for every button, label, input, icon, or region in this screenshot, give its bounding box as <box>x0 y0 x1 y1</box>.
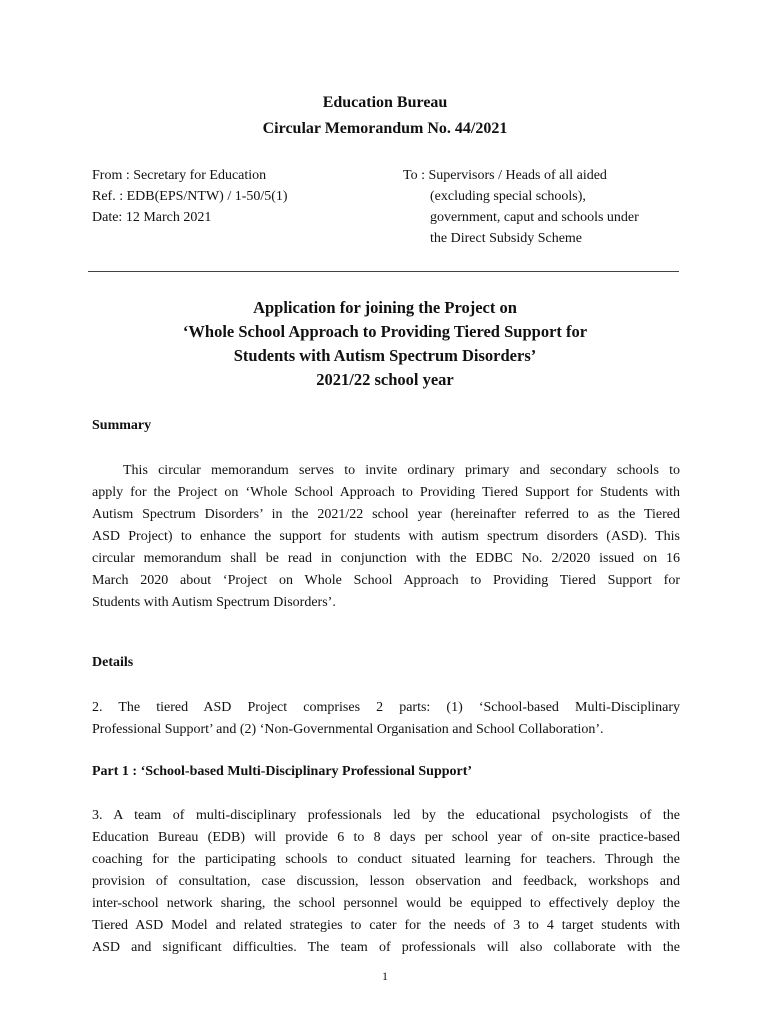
date-line: Date: 12 March 2021 <box>92 210 212 225</box>
document-title <box>0 296 770 392</box>
text-line: March 2020 about ‘Project on Whole School Approach to Providing Tiered Support for <box>92 573 680 588</box>
summary-paragraph <box>92 460 680 614</box>
to-line: (excluding special schools), <box>430 189 586 204</box>
text-line: provision of consultation, case discussion, lesson observation and feedback, workshops and <box>92 874 680 889</box>
details-heading: Details <box>92 655 134 670</box>
from-block <box>92 165 288 228</box>
text-line: Tiered ASD Model and related strategies to cater for the needs of 3 to 4 target students with <box>92 918 680 933</box>
title-line: Application for joining the Project on <box>253 298 517 317</box>
text-line: 3. A team of multi-disciplinary professionals led by the educational psychologists of the <box>92 808 680 823</box>
summary-heading: Summary <box>92 418 152 433</box>
agency-title: Education Bureau <box>322 94 448 111</box>
to-line: To : Supervisors / Heads of all aided <box>403 168 607 183</box>
text-line: This circular memorandum serves to invite ordinary primary and secondary schools to <box>123 463 680 478</box>
text-line: Professional Support’ and (2) ‘Non-Governmental Organisation and School Collaboration’. <box>92 722 604 737</box>
to-line: government, caput and schools under <box>430 210 639 225</box>
part1-heading: Part 1 : ‘School-based Multi-Disciplinary Professional Support’ <box>92 764 473 779</box>
paragraph-2 <box>92 697 680 741</box>
text-line: 2. The tiered ASD Project comprises 2 parts: (1) ‘School-based Multi-Disciplinary <box>92 700 680 715</box>
to-block <box>403 165 639 249</box>
text-line: circular memorandum shall be read in conjunction with the EDBC No. 2/2020 issued on 16 <box>92 551 680 566</box>
text-line: Autism Spectrum Disorders’ in the 2021/22 school year (hereinafter referred to as the Tiered <box>92 507 680 522</box>
text-line: Students with Autism Spectrum Disorders’. <box>92 595 336 610</box>
from-line: From : Secretary for Education <box>92 168 267 183</box>
text-line: ASD and significant difficulties. The team of professionals will also collaborate with the <box>92 940 680 955</box>
circular-number: Circular Memorandum No. 44/2021 <box>262 120 508 137</box>
text-line: ASD Project) to enhance the support for students with autism spectrum disorders (ASD). This <box>92 529 680 544</box>
to-line: the Direct Subsidy Scheme <box>430 231 583 246</box>
text-line: Education Bureau (EDB) will provide 6 to 8 days per school year of on-site practice-based <box>92 830 680 845</box>
title-line: ‘Whole School Approach to Providing Tiered Support for <box>182 322 588 341</box>
paragraph-3 <box>92 805 680 959</box>
title-line: 2021/22 school year <box>316 370 454 389</box>
divider <box>88 271 679 272</box>
text-line: apply for the Project on ‘Whole School Approach to Providing Tiered Support for Students with <box>92 485 680 500</box>
title-line: Students with Autism Spectrum Disorders’ <box>233 346 537 365</box>
ref-line: Ref. : EDB(EPS/NTW) / 1-50/5(1) <box>92 189 288 204</box>
text-line: inter-school network sharing, the school personnel would be equipped to effectively deploy the <box>92 896 680 911</box>
text-line: coaching for the participating schools to conduct situated learning for teachers. Through the <box>92 852 680 867</box>
page-number: 1 <box>382 969 388 983</box>
